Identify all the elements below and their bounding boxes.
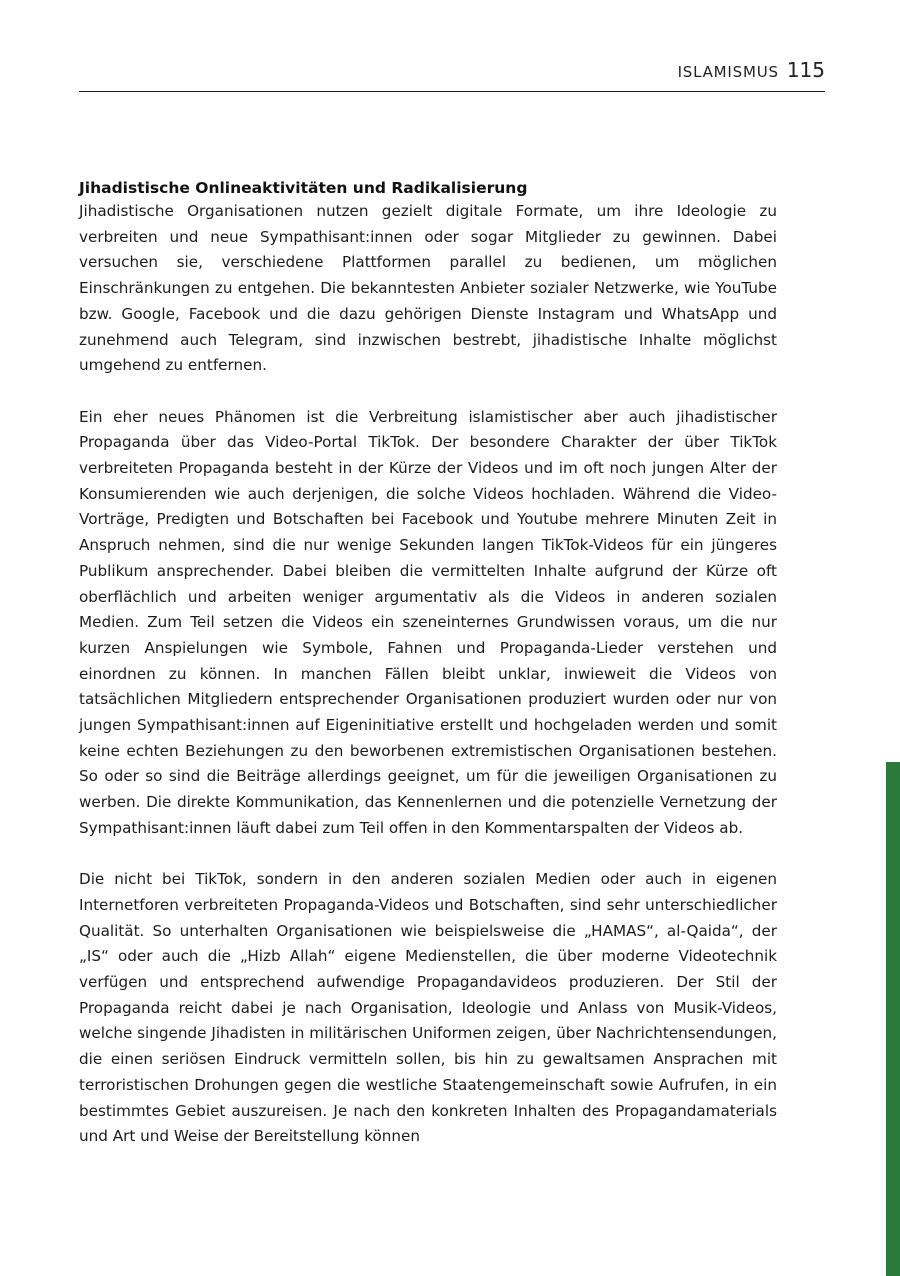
- paragraph-3: Die nicht bei TikTok, sondern in den anderen sozialen Medien oder auch in eigenen Internetforen verbreiteten Propaganda-Videos und Botschaften, sind sehr unterschiedlicher Qualität. So unterhalten Organisationen wie beispielsweise die „HAMAS“, al-Qaida“, der „IS“ oder auch die „Hizb Allah“ eigene Medienstellen, die über moderne Videotechnik verfügen und entsprechend aufwendige Propagandavideos produzieren. Der Stil der Propaganda reicht dabei je nach Organisation, Ideologie und Anlass von Musik-Videos, welche singende Jihadisten in militärischen Uniformen zeigen, über Nachrichtensendungen, die einen seriösen Eindruck vermitteln sollen, bis hin zu gewaltsamen Ansprachen mit terroristischen Drohungen gegen die westliche Staatengemeinschaft sowie Aufrufen, in ein bestimmtes Gebiet auszureisen. Je nach den konkreten Inhalten des Propagandamaterials und Art und Weise der Bereitstellung können: [79, 870, 777, 1146]
- article-body: [79, 178, 777, 1150]
- paragraph-2: Ein eher neues Phänomen ist die Verbreitung islamistischer aber auch jihadistischer Propaganda über das Video-Portal TikTok. Der besondere Charakter der über TikTok verbreiteten Propaganda besteht in der Kürze der Videos und im oft noch jungen Alter der Konsumierenden wie auch derjenigen, die solche Videos hochladen. Während die Video-Vorträge, Predigten und Botschaften bei Facebook und Youtube mehrere Minuten Zeit in Anspruch nehmen, sind die nur wenige Sekunden langen TikTok-Videos für ein jüngeres Publikum ansprechender. Dabei bleiben die vermittelten Inhalte aufgrund der Kürze oft oberflächlich und arbeiten weniger argumentativ als die Videos in anderen sozialen Medien. Zum Teil setzen die Videos ein szeneinternes Grundwissen voraus, um die nur kurzen Anspielungen wie Symbole, Fahnen und Propaganda-Lieder verstehen und einordnen zu können. In manchen Fällen bleibt unklar, inwieweit die Videos von tatsächlichen Mitgliedern entsprechender Organisationen produziert wurden oder nur von jungen Sympathisant:innen auf Eigeninitiative erstellt und hochgeladen werden und somit keine echten Beziehungen zu den beworbenen extremistischen Organisationen bestehen. So oder so sind die Beiträge allerdings geeignet, um für die jeweiligen Organisationen zu werben. Die direkte Kommunikation, das Kennenlernen und die potenzielle Vernetzung der Sympathisant:innen läuft dabei zum Teil offen in den Kommentarspalten der Videos ab.: [79, 407, 777, 837]
- page-header: [79, 58, 825, 92]
- article-heading: Jihadistische Onlineaktivitäten und Radikalisierung: [79, 179, 528, 197]
- paragraph-1: Jihadistische Organisationen nutzen gezielt digitale Formate, um ihre Ideologie zu verbreiten und neue Sympathisant:innen oder sogar Mitglieder zu gewinnen. Dabei versuchen sie, verschiedene Plattformen parallel zu bedienen, um möglichen Einschränkungen zu entgehen. Die bekanntesten Anbieter sozialer Netzwerke, wie YouTube bzw. Google, Facebook und die dazu gehörigen Dienste Instagram und WhatsApp und zunehmend auch Telegram, sind inzwischen bestrebt, jihadistische Inhalte möglichst umgehend zu entfernen.: [79, 202, 777, 375]
- chapter-edge-tab: [886, 762, 900, 1276]
- page-number: 115: [786, 58, 825, 82]
- running-head-section-title: ISLAMISMUS: [677, 63, 779, 81]
